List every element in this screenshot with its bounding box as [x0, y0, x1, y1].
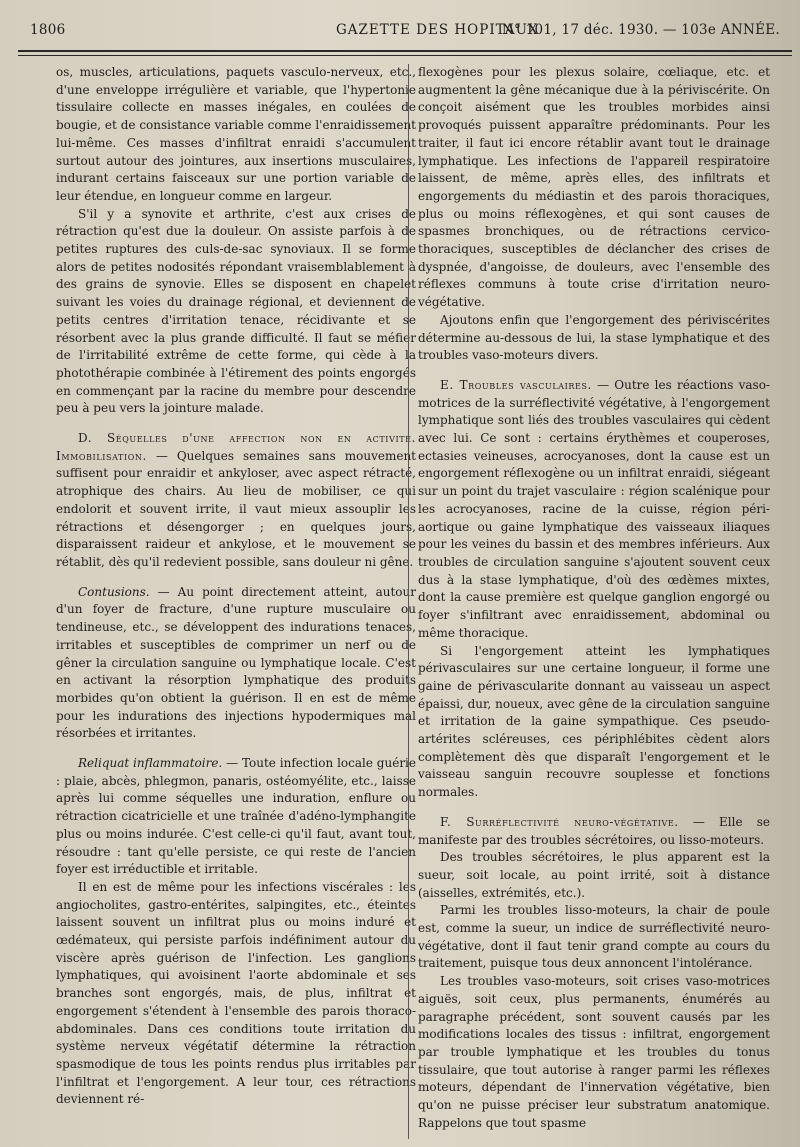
section-heading: F. Surréflectivité neuro-végétative.	[440, 814, 679, 829]
section-text: — Au point directement atteint, autour d'un foyer de fracture, d'une rupture musculaire ou tendineuse, etc., se développent des indurations tenaces, irritables et susceptibles de comprimer un nerf ou de gêner la circulation sanguine ou lymphatique locale. C'est en activant la résorption lymphatique des produits morbides qu'on obtient la guérison. Il en est de même pour les indurations des injections hypodermiques mal résorbées et irritantes.	[56, 584, 416, 741]
section-paragraph	[418, 814, 770, 849]
paragraph: Si l'engorgement atteint les lymphatiques périvasculaires sur une certaine longueur, il forme une gaine de périvascularite donnant au vaisseau un aspect épaissi, dur, noueux, avec gêne de la circulation sanguine et irritation de la gaine sympathique. Ces pseudo-artérites scléreuses, ces périphlébites cèdent alors complètement dès que disparaît l'engorgement et le vaisseau sanguin recouvre souplesse et fonctions normales.	[418, 643, 770, 800]
journal-title: GAZETTE DES HOPITAUX	[336, 22, 539, 38]
section-paragraph	[56, 584, 416, 743]
section-paragraph	[56, 430, 416, 572]
section-text: — Elle se manifeste par des troubles sécrétoires, ou lisso-moteurs.	[418, 814, 770, 847]
section-heading: E. Troubles vasculaires.	[440, 377, 592, 392]
paragraph: Des troubles sécrétoires, le plus apparent est la sueur, soit locale, au point irrité, soit à distance (aisselles, extrémités, etc.).	[418, 850, 770, 900]
paragraph: Ajoutons enfin que l'engorgement des périviscérites détermine au-dessous de lui, la stase lymphatique et des troubles vaso-moteurs divers.	[418, 312, 770, 363]
column-divider	[408, 64, 409, 1139]
page-header	[18, 22, 792, 44]
issue-info: N° 101, 17 déc. 1930. — 103e ANNÉE.	[501, 22, 780, 38]
paragraph: Les troubles vaso-moteurs, soit crises vaso-motrices aiguës, soit ceux, plus permanents, énumérés au paragraphe précédent, sont souvent causés par les modifications locales des tissus : infiltrat, engorgement par trouble lymphatique et les troubles du tonus tissulaire, que tout autorise à ranger parmi les réflexes moteurs, dépendant de l'innervation végétative, bien qu'on ne puisse préciser leur substratum anatomique. Rappelons que tout spasme	[418, 974, 770, 1130]
paragraph: Il en est de même pour les infections viscérales : les angiocholites, gastro-entérites, salpingites, etc., éteintes laissent souvent un infiltrat plus ou moins induré et œdémateux, qui persiste parfois indéfiniment autour du viscère après guérison de l'infection. Les ganglions lymphatiques, qui avoisinent l'aorte abdominale et ses branches sont engorgés, mais, de plus, infiltrat et engorgement s'étendent à l'ensemble des parois thoraco-abdominales. Dans ces conditions toute irritation du système nerveux végétatif détermine la rétraction spasmodique de tous les points rendus plus irritables par l'infiltrat et l'engorgement. A leur tour, ces rétractions deviennent ré-	[56, 879, 416, 1107]
section-text: — Toute infection locale guérie : plaie, abcès, phlegmon, panaris, ostéomyélite, etc., laisse après lui comme séquelles une induration, enflure ou rétraction cicatricielle et une traînée d'adéno-lymphangite plus ou moins indurée. C'est celle-ci qu'il faut, avant tout, résoudre : tant qu'elle persiste, ce qui reste de l'ancien foyer est irréductible et irritable.	[56, 756, 416, 877]
section-heading: D. Séquelles d'une affection non en activité. Immobilisation.	[56, 431, 416, 463]
header-rule	[18, 50, 792, 52]
section-heading: Reliquat inflammatoire.	[78, 756, 223, 771]
header-rule-thin	[18, 55, 792, 56]
section-text: — Quelques semaines sans mouvement suffisent pour enraidir et ankyloser, avec aspect rétracté, atrophique des chairs. Au lieu de mobiliser, ce qui endolorit et souvent irrite, il vaut mieux assouplir les rétractions et désengorger ; en quelques jours, disparaissent raideur et ankylose, et le mouvement se rétablit, dès qu'il redevient possible, sans douleur ni gêne.	[56, 448, 416, 569]
paragraph: os, muscles, articulations, paquets vasculo-nerveux, etc., d'une enveloppe irrégulière et variable, que l'hypertonie tissulaire collecte en masses inégales, en coulées de bougie, et de consistance variable comme l'enraidissement lui-même. Ces masses d'infiltrat enraidi s'accumulent surtout autour des jointures, aux insertions musculaires, indurant certains faisceaux sur une portion variable de leur étendue, en longueur comme en largeur.	[56, 65, 416, 203]
paragraph: Parmi les troubles lisso-moteurs, la chair de poule est, comme la sueur, un indice de surréflectivité neuro-végétative, dont il faut tenir grand compte au cours du traitement, puisque tous deux annoncent l'intolérance.	[418, 903, 770, 971]
section-text: — Outre les réactions vaso-motrices de la surréflectivité végétative, à l'engorgement lymphatique sont liés des troubles vasculaires qui cèdent avec lui. Ce sont : certains érythèmes et couperoses, ectasies veineuses, acrocyanoses, dont la cause est un engorgement réflexogène ou un infiltrat enraidi, siégeant sur un point du trajet vasculaire : région scalénique pour les acrocyanoses, racine de la cuisse, région péri-aortique ou gaine lymphatique des vaisseaux iliaques pour les veines du bassin et des membres inférieurs. Aux troubles de circulation sanguine s'ajoutent souvent ceux dus à la stase lymphatique, d'où des œdèmes mixtes, dont la cause première est quelque ganglion engorgé ou foyer s'infiltrant avec enraidissement, abdominal ou même thoracique.	[418, 377, 770, 640]
paragraph: flexogènes pour les plexus solaire, cœliaque, etc. et augmentent la gêne mécanique due à la périviscérite. On conçoit aisément que les troubles morbides ainsi provoqués puissent apparaître prédominants. Pour les traiter, il faut ici encore rétablir avant tout le drainage lymphatique. Les infections de l'appareil respiratoire laissent, de même, après elles, des infiltrats et engorgements du médiastin et des parois thoraciques, plus ou moins réflexogènes, et qui sont causes de spasmes bronchiques, ou de rétractions cervico-thoraciques, susceptibles de déclancher des crises de dyspnée, d'angoisse, de douleurs, avec l'ensemble des réflexes communs à toute crise d'irritation neuro-végétative.	[418, 65, 770, 310]
paragraph: S'il y a synovite et arthrite, c'est aux crises de rétraction qu'est due la douleur. On assiste parfois à de petites ruptures des culs-de-sac synoviaux. Il se forme alors de petites nodosités répondant vraisemblablement à des grains de synovie. Elles se disposent en chapelet suivant les voies du drainage régional, et deviennent de petits centres d'irritation tenace, récidivante et se résorbent avec la plus grande difficulté. Il faut se méfier de l'irritabilité extrême de cette forme, qui cède à la photothérapie combinée à l'étirement des points engorgés en commençant par la racine du membre pour descendre peu à peu vers la jointure malade.	[56, 206, 416, 416]
section-paragraph	[56, 755, 416, 879]
section-heading: Contusions.	[78, 584, 150, 599]
section-paragraph	[418, 377, 770, 643]
right-column	[418, 64, 770, 1132]
left-column	[56, 64, 416, 1109]
page-number: 1806	[30, 22, 66, 38]
